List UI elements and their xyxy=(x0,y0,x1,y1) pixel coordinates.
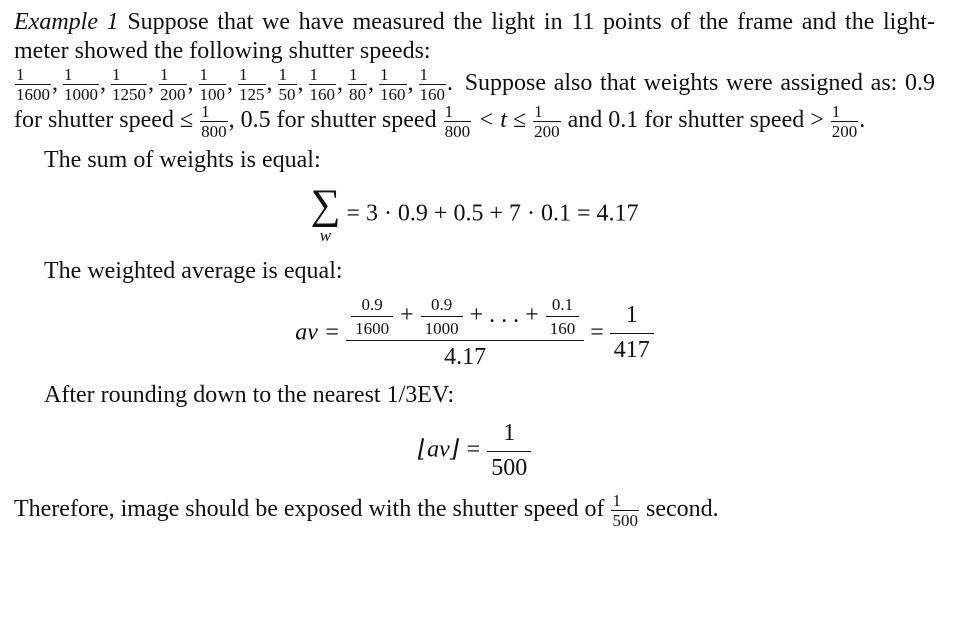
shutter-speed-fraction: $\frac{1}{125}$ xyxy=(239,64,265,104)
ellipsis-sum: + . . . + xyxy=(469,301,539,328)
average-numerator xyxy=(346,296,584,341)
shutter-speed-fraction: $\frac{1}{1000}$ xyxy=(64,64,98,104)
list-separator: . xyxy=(447,69,453,96)
conclusion xyxy=(14,492,935,529)
example-block xyxy=(14,8,935,529)
list-separator: , xyxy=(187,69,194,96)
weight-threshold-fraction-1: $\frac{1}{800}$ xyxy=(201,101,227,141)
average-equals: = xyxy=(590,318,604,345)
average-equation xyxy=(14,296,935,372)
list-separator: , xyxy=(266,69,273,96)
shutter-speed-fraction: $\frac{1}{160}$ xyxy=(419,64,445,104)
weights-inequality: < t ≤ xyxy=(472,106,533,133)
conclusion-text-2: second. xyxy=(645,496,719,523)
shutter-speed-fraction: $\frac{1}{1600}$ xyxy=(16,64,50,104)
sum-equation xyxy=(14,184,935,246)
average-fraction xyxy=(346,296,584,372)
list-separator: , xyxy=(227,69,233,96)
rounding-intro: After rounding down to the nearest 1/3EV: xyxy=(44,382,455,409)
term-1: $\frac{0.9}{1600}$ xyxy=(351,296,393,337)
shutter-speed-fraction: $\frac{1}{100}$ xyxy=(199,64,225,104)
weight-threshold-fraction-3: $\frac{1}{200}$ xyxy=(534,101,560,141)
plus-sign: + xyxy=(400,301,414,328)
conclusion-text-1: Therefore, image should be exposed with the shutter speed of xyxy=(14,496,605,523)
weight-threshold-fraction-4: $\frac{1}{200}$ xyxy=(831,101,858,141)
weights-text-3: and 0.1 for shutter speed > xyxy=(561,106,830,133)
shutter-speed-fraction: $\frac{1}{50}$ xyxy=(278,64,296,104)
sum-operator xyxy=(310,184,340,246)
list-separator: , xyxy=(297,69,304,96)
floor-equation xyxy=(14,420,935,482)
average-lhs: av = xyxy=(295,318,341,345)
list-separator: , xyxy=(52,69,58,96)
example-label: Example 1 xyxy=(14,9,119,35)
average-result: $\frac{1}{417}$ xyxy=(610,302,654,364)
sum-rhs: = 3 · 0.9 + 0.5 + 7 · 0.1 = 4.17 xyxy=(346,201,639,228)
average-denominator: 4.17 xyxy=(444,343,487,370)
floor-lhs: ⌊av⌋ = xyxy=(417,436,482,463)
conclusion-fraction: $\frac{1}{500}$ xyxy=(612,491,638,531)
sum-intro: The sum of weights is equal: xyxy=(44,146,321,173)
list-separator: , xyxy=(100,69,106,96)
term-last: $\frac{0.1}{160}$ xyxy=(546,296,580,337)
sigma-symbol: ∑ xyxy=(310,182,341,229)
shutter-speed-list xyxy=(14,64,457,104)
average-intro: The weighted average is equal: xyxy=(44,257,343,284)
shutter-speed-fraction: $\frac{1}{200}$ xyxy=(160,64,186,104)
weights-text-2: , 0.5 for shutter speed xyxy=(228,106,437,133)
list-separator: , xyxy=(337,69,343,96)
shutter-speed-fraction: $\frac{1}{80}$ xyxy=(349,64,366,104)
shutter-speed-fraction: $\frac{1}{1250}$ xyxy=(112,64,146,104)
example-intro-text: Suppose that we have measured the light in 11 points of the frame and the light-meter showed the following shutter speeds: xyxy=(14,9,936,64)
sum-subscript: w xyxy=(319,226,332,246)
shutter-speed-fraction: $\frac{1}{160}$ xyxy=(380,64,406,104)
list-separator: , xyxy=(368,69,374,96)
weight-threshold-fraction-2: $\frac{1}{800}$ xyxy=(444,101,471,141)
weights-text-1: Suppose also that weights were assigned as: 0.9 for shutter speed ≤ xyxy=(14,69,936,133)
term-2: $\frac{0.9}{1000}$ xyxy=(421,296,463,337)
list-separator: , xyxy=(407,69,414,96)
example-intro-paragraph: Example 1 Suppose that we have measured the light in 11 points of the frame and the light-meter showed the following shutter speeds: $\frac{1}{1600}$ , $\frac{1}{1000}$ , $\frac{1}{1250}$ , $\frac{1}{200}$ , $\frac{1}{100}$ , $\frac{1}{125}$ , $\frac{1}{50}$ , $\frac{1}{160}$ , $\frac{1}{80}$ , $\frac{1}{160}$ , $\frac{1}{160}$ . Suppose also that weights were assigned as: 0.9 for shutter speed ≤ $\frac{1}{800}$ , 0.5 for shutter speed $\frac{1}{800}$ < t ≤ $\frac{1}{200}$ and 0.1 for shutter speed > $\frac{1}{200}$ . xyxy=(14,9,936,141)
shutter-speed-fraction: $\frac{1}{160}$ xyxy=(309,64,335,104)
floor-result: $\frac{1}{500}$ xyxy=(487,420,531,482)
list-separator: , xyxy=(148,69,154,96)
